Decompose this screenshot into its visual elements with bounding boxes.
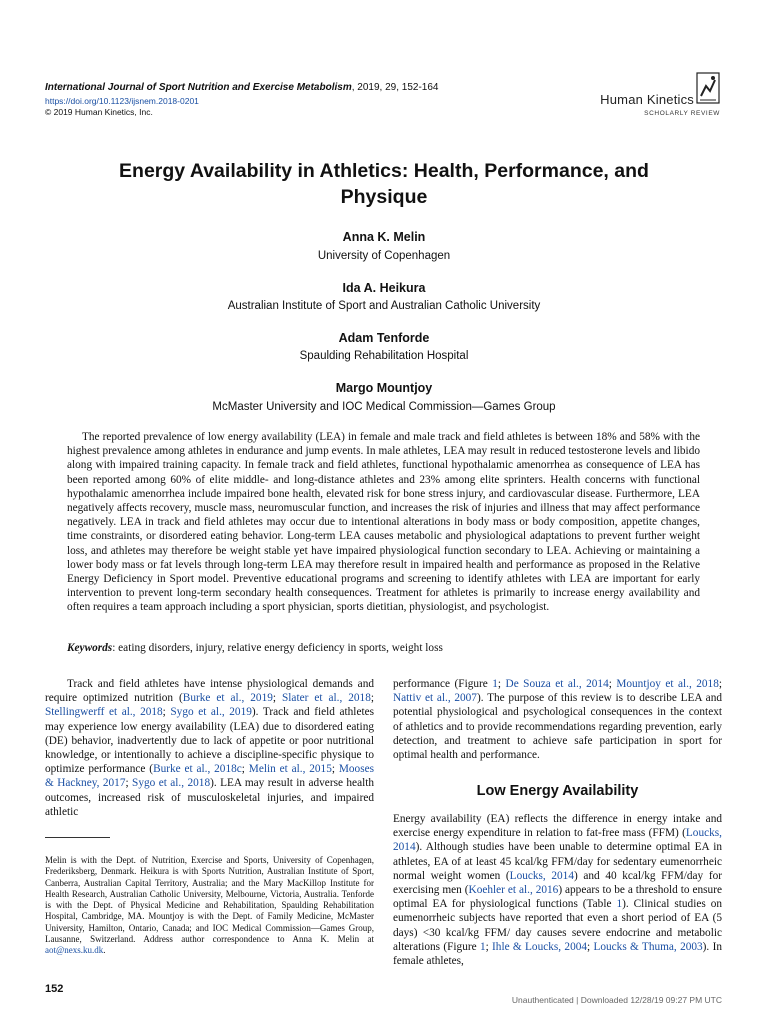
citation-link[interactable]: Sygo et al., 2018 [132,777,211,790]
citation-link[interactable]: Melin et al., 2015 [248,763,332,776]
download-notice: Unauthenticated | Downloaded 12/28/19 09:27 PM UTC [511,995,722,1005]
journal-details: , 2019, 29, 152-164 [351,82,439,93]
abstract: The reported prevalence of low energy availability (LEA) in female and male track and field athletes is between 18% and 58% with the highest prevalence among athletes in endurance and jump events. In male athletes, LEA may result in reduced testosterone levels and libido along with impaired training capacity. In female track and field athletes, functional hypothalamic amenorrhea as consequence of LEA has been reported among 60% of elite middle- and long-distance athletes and 23% among elite sprinters. Health concerns with functional hypothalamic amenorrhea include impaired bone health, elevated risk for bone stress injury, and cardiovascular disease. Furthermore, LEA negatively affects recovery, muscle mass, neuromuscular function, and increases the risk of injuries and illness that may affect performance negatively. LEA in track and field athletes may occur due to intentional alterations in body mass or body composition, appetite changes, time constraints, or disordered eating behavior. Long-term LEA causes metabolic and physiological adaptations to prevent further weight loss, and athletes may therefore be weight stable yet have impaired physiological function secondary to LEA. Achieving or maintaining a lower body mass or fat levels through long-term LEA may therefore result in impaired health and performance as proposed in the Relative Energy Deficiency in Sport model. Preventive educational programs and screening to identify athletes with LEA are important for early intervention to prevent long-term secondary health consequences. Treatment for athletes is primarily to increase energy availability and often requires a team approach including a sport physician, sports dietitian, physiologist, and psychologist. [67,431,700,614]
figure-link[interactable]: 1 [492,678,498,690]
text-run: ; [370,692,374,705]
figure-link[interactable]: 1 [479,940,486,953]
text-run: ). Clinical studies on eumenorrheic subjects have reported that even a short period of EA (5 days) <30 kcal/kg FFM/ day causes severe endocrine and metabolic alterations (Figure [393,898,722,953]
publisher-block [560,72,720,122]
article-title: Energy Availability in Athletics: Health, Performance, and Physique [119,160,649,208]
doi-link[interactable]: https://doi.org/10.1123/ijsnem.2018-0201 [45,96,199,106]
page-number: 152 [45,983,64,995]
text-run: ; [608,678,617,690]
keywords-label: Keywords [67,642,113,654]
text-run: ; [485,940,493,953]
text-run: performance (Figure [393,678,493,690]
citation-link[interactable]: Slater et al., 2018 [282,692,371,705]
text-run: ). In female athletes, [393,940,722,968]
correspondence-email-link[interactable]: aot@nexs.ku.dk [45,945,104,956]
author-affiliation: University of Copenhagen [317,250,451,262]
copyright-notice: © 2019 Human Kinetics, Inc. [45,107,153,117]
author-affiliation: Spaulding Rehabilitation Hospital [299,350,469,362]
journal-name: International Journal of Sport Nutrition and Exercise Metabolism [45,82,352,93]
keywords-list: eating disorders, injury, relative energy deficiency in sports, weight loss [118,642,443,654]
table-link[interactable]: 1 [616,898,623,911]
footnote-text: Melin is with the Dept. of Nutrition, Exercise and Sports, University of Copenhagen, Frederiksberg, Denmark. Heikura is with Sports Nutrition, Australian Institute of Sport, Canberra, Australian Capital Territory, Australia; and the Mary MacKillop Institute for Health Research, Australian Catholic University, Melbourne, Victoria, Australia. Tenforde is with the Dept. of Physical Medicine and Rehabilitation, Spaulding Rehabilitation Hospital, Cambridge, MA. Mountjoy is with the Dept. of Family Medicine, McMaster University, Hamilton, Ontario, Canada; and IOC Medical Commission—Games Group, Lausanne, Switzerland. Address author correspondence to Anna K. Melin at [45,855,374,945]
citation-link[interactable]: Sygo et al., 2019 [170,706,252,719]
text-run: ). The purpose of this review is to describe LEA and potential physiological and psychological consequences in the context of athletics and to provide recommendations regarding prevention, early detection, and treatment to achieve safe participation in sport for optimal health and performance. [393,692,722,762]
text-run: ; [587,940,594,953]
citation-link[interactable]: Loucks & Thuma, 2003 [593,940,703,953]
article-type-tag: SCHOLARLY REVIEW [644,110,720,117]
citation-link[interactable]: Mountjoy et al., 2018 [616,678,719,690]
author-name: Ida A. Heikura [342,281,426,295]
publisher-name: Human Kinetics [600,92,694,107]
text-run: ). Track and field athletes may experience low energy availability (LEA) due to disordered eating (DE) behavior, inadvertently due to lack of appetite or poor nutritional knowledge, or intentionally to achieve a discipline-specific physique to optimize performance ( [45,706,375,776]
keywords-separator: : [112,642,116,654]
body-paragraph-left [45,677,374,819]
text-run: ). Although studies have been unable to determine optimal EA in athletes, EA of at least 45 kcal/kg FFM/day for sedentary eumenorrheic normal weight women ( [393,841,722,882]
text-run: ; [718,678,722,690]
citation-link[interactable]: Loucks, 2014 [393,827,722,854]
text-run: Track and field athletes have intense physiological demands and require optimized nutrition ( [45,678,374,705]
footnote-end: . [103,945,106,956]
keywords [67,641,700,655]
footnote-divider [45,837,110,838]
citation-link[interactable]: Burke et al., 2019 [182,692,273,705]
body-paragraph-right-2 [393,812,722,968]
body-paragraph-right-1 [393,677,722,762]
citation-link[interactable]: Stellingwerff et al., 2018 [45,706,163,719]
citation-link[interactable]: Ihle & Loucks, 2004 [492,940,588,953]
text-run: ; [241,763,249,776]
author-name: Anna K. Melin [342,230,426,244]
human-kinetics-logo-icon [696,72,720,104]
citation-link[interactable]: Koehler et al., 2016 [468,884,559,897]
text-run: ; [125,777,133,790]
section-heading: Low Energy Availability [476,783,639,799]
author-name: Margo Mountjoy [335,381,433,395]
text-run: ; [272,692,283,705]
text-run: ; [497,678,506,690]
citation-link[interactable]: Mooses & Hackney, 2017 [45,763,375,790]
author-footnote [45,855,374,957]
text-run: ) appears to be a threshold to ensure optimal EA for physiological functions (Table [393,884,722,911]
citation-link[interactable]: Burke et al., 2018c [153,763,242,776]
journal-citation [45,82,438,94]
author-name: Adam Tenforde [338,331,430,345]
text-run: ) and 40 kcal/kg FFM/day for exercising men ( [393,869,722,897]
citation-link[interactable]: Nattiv et al., 2007 [393,692,477,705]
text-run: ). LEA may result in adverse health outcomes, increased risk of musculoskeletal injuries, and impaired athletic [45,777,375,818]
text-run: ; [162,706,171,719]
author-affiliation: Australian Institute of Sport and Australian Catholic University [227,300,541,312]
citation-link[interactable]: Loucks, 2014 [509,869,574,882]
author-affiliation: McMaster University and IOC Medical Commission—Games Group [212,401,556,413]
text-run: ; [331,763,339,776]
text-run: Energy availability (EA) reflects the difference in energy intake and exercise energy expenditure in relation to fat-free mass (FFM) ( [393,813,722,840]
citation-link[interactable]: De Souza et al., 2014 [505,678,609,690]
